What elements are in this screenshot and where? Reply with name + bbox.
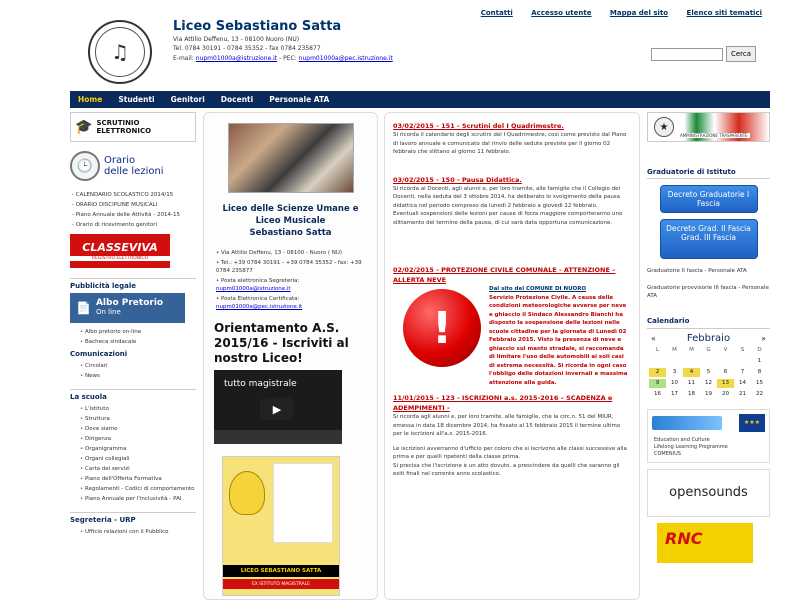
pubblicita-title: Pubblicità legale [70,278,196,290]
link-orario-ricevimento[interactable]: - Orario di ricevimento genitori [72,222,158,228]
document-icon: 📄 [76,301,91,315]
calendar-month: Febbraio [686,332,731,344]
calendar-day[interactable]: 1 [757,357,762,364]
calendar-day[interactable]: 20 [722,390,729,397]
middle-title-line3: Sebastiano Satta [249,228,332,238]
eu-flag-icon: ★★★ [739,414,765,432]
calendar-title: Calendario [647,317,770,329]
albo-label-line2: On line [95,308,121,316]
info-phone: • Tel.: +39 0784 30191 - +39 0784 35352 - fax: +39 0784 235877 [216,259,367,275]
calendar-day[interactable]: 22 [756,390,763,397]
calendar-day-header: S [740,346,745,353]
link-carta-servizi[interactable]: • Carta dei servizi [80,464,196,474]
calendar-header [647,329,770,346]
amministrazione-label: AMMINISTRAZIONE TRASPARENTE [680,133,748,138]
segreteria-title: Segreteria - URP [70,512,196,524]
comune-nuoro-link[interactable]: Dal sito del COMUNE DI NUORO [489,286,587,292]
school-logo[interactable] [88,20,152,84]
orario-label [104,155,164,177]
nav-docenti[interactable]: Docenti [220,95,254,104]
calendar-day[interactable]: 7 [740,368,745,375]
calendar-day [683,357,700,366]
music-note-icon: ♫ [95,27,145,77]
left-links [70,190,196,230]
graduatorie-title: Graduatorie di Istituto [647,168,770,179]
link-dirigenza[interactable]: • Dirigenza [80,434,196,444]
link-dove-siamo[interactable]: • Dove siamo [80,424,196,434]
main-nav [70,91,770,108]
calendar-day[interactable]: 2 [649,368,666,377]
calendar-day-header: G [706,346,711,353]
top-links [465,9,762,17]
classeviva-label: CLASSEVIVA [82,241,158,254]
calendar-next[interactable]: » [761,333,766,343]
link-graduatorie-iii-ata[interactable]: Graduatorie provvisorie III fascia - Personale ATA [647,284,769,299]
top-link-accesso-utente[interactable]: Accesso utente [531,9,592,17]
news-title[interactable]: 11/01/2015 - 123 - ISCRIZIONI a.s. 2015-2016 – SCADENZA e ADEMPIMENTI - [393,394,613,412]
link-urp[interactable]: • Ufficio relazioni con il Pubblico [80,527,196,537]
email-prefix: E-mail: [173,55,194,62]
calendar-day[interactable]: 3 [672,368,677,375]
nav-personale-ata[interactable]: Personale ATA [269,95,330,104]
link-news[interactable]: • News [80,371,196,381]
comunicazioni-title: Comunicazioni [70,350,128,358]
info-pec [216,295,367,311]
calendar-day-header: M [672,346,677,353]
link-piano-annuale[interactable]: - Piano Annuale delle Attività - 2014-15 [72,212,181,218]
info-email-link[interactable]: nupm01000a@istruzione.it [216,286,291,292]
link-struttura[interactable]: • Struttura [80,414,196,424]
orientamento-poster[interactable] [222,456,340,596]
address-line: Via Attilio Deffenu, 13 - 08100 Nuoro (NU) [173,36,300,43]
poster-info-panel [273,463,333,543]
albo-label [96,299,163,317]
info-address: • Via Attilio Deffenu, 13 - 08100 - Nuoro ( NU) [216,249,367,257]
calendar-day[interactable]: 12 [705,379,712,386]
eu-text-1: Education and Culture [654,436,710,443]
middle-title-line2: Liceo Musicale [255,216,326,226]
orario-banner[interactable] [70,146,196,186]
top-link-mappa-sito[interactable]: Mappa del sito [609,9,669,17]
comunicazioni-links [70,361,196,381]
poster-title: LICEO SEBASTIANO SATTA [223,565,339,577]
calendar-day[interactable]: 21 [739,390,746,397]
news-body: Si ricorda agli alunni e, per loro tramite, alle famiglie, che la circ.n. 51 del MIUR, emessa in data 18 dicembre 2014, ha fissato al 15 febbraio 2015 il termine ultimo per le iscrizioni all'a.s. 2015-2016. [393,414,621,437]
info-pec-label: Posta Elettronica Certificata: [221,296,300,302]
decreto-ii-iii-fascia-button[interactable]: Decreto Grad. II Fascia Grad. III Fascia [660,219,758,259]
calendar-day[interactable]: 15 [756,379,763,386]
news-column [384,112,640,600]
scrutinio-label: SCRUTINIO ELETTRONICO [96,119,152,135]
amministrazione-trasparente-banner[interactable] [647,112,770,142]
calendar-day[interactable]: 16 [654,390,661,397]
calendar-day[interactable]: 11 [688,379,695,386]
calendar-day [649,357,666,366]
calendar-day[interactable]: 14 [739,379,746,386]
link-albo-pretorio[interactable]: • Albo pretorio on-line [80,327,196,337]
calendar-day-header: D [757,346,762,353]
news-title[interactable]: 02/02/2015 - PROTEZIONE CIVILE COMUNALE - ATTENZIONE – ALLERTA NEVE [393,266,616,284]
emblem-icon: ★ [654,117,674,137]
link-pai[interactable]: • Piano Annuale per l'inclusività - PAI [80,494,196,504]
news-item [385,121,639,157]
news-item [385,175,639,228]
orientamento-heading[interactable]: Orientamento A.S. 2015/16 - Iscriviti al nostro Liceo! [214,321,349,365]
calendar-day-header: L [655,346,660,353]
calendar-grid [647,346,770,399]
calendar-prev[interactable]: « [651,333,656,343]
link-bacheca-sindacale[interactable]: • Bacheca sindacale [80,337,196,347]
news-item [385,265,639,387]
info-email-label: Posta elettronica Segreteria: [221,278,300,284]
opensounds-banner[interactable]: opensounds [647,469,770,517]
cartoon-character-image [229,471,265,515]
calendar-day [666,357,683,366]
calendar-day[interactable]: 9 [649,379,666,388]
classeviva-banner[interactable] [70,234,170,268]
video-player[interactable] [214,370,342,444]
calendar-day[interactable]: 18 [688,390,695,397]
calendar-day[interactable]: 5 [706,368,711,375]
middle-column [203,112,378,600]
news-body: Servizio Protezione Civile. A causa delle condizioni meteorologiche avverse per neve e ghiaccio il Sindaco Alessandro Bianchi ha disposto la sospensione delle lezioni nelle scuole cittadine per la giornata di Lunedì 02 Febbraio 2015. Visto la presenza di neve e ghiaccio sul manto stradale, si raccomanda di limitare l'uso delle automobili ai soli casi di estrema necessità. Si ricorda in ogni caso l'obbligo delle dotazioni invernali e massima attenzione alla guida. [489,294,628,386]
link-circolari[interactable]: • Circolari [80,361,196,371]
eu-text [654,437,728,458]
albo-banner[interactable] [70,293,185,323]
left-column [70,112,196,537]
link-calendario[interactable]: - CALENDARIO SCOLASTICO 2014/15 [72,192,174,198]
play-icon[interactable]: ▶ [260,398,294,420]
email-link[interactable]: nupm01000a@istruzione.it [195,55,278,62]
video-controls[interactable] [214,430,342,444]
eu-programme-logo [652,416,722,430]
phone-line: Tel. 0784 30191 - 0784 35352 - fax 0784 235877 [173,45,321,52]
info-pec-link[interactable]: nupm01000a@pec.istruzione.it [216,304,303,310]
middle-title-line1: Liceo delle Scienze Umane e [222,204,359,214]
news-body: Si ricorda ai Docenti, agli alunni e, per loro tramite, alle famiglie che il Collegio dei Docenti, nella seduta del 3 ottobre 2014, ha deliberato lo svolgimento della pausa didattica nel periodo compreso da lunedì 2 febbraio a giovedì 12 febbraio. [393,185,621,209]
calendar-day-header: V [723,346,728,353]
school-name[interactable]: Liceo Sebastiano Satta [173,19,342,34]
news-body: Eventuali sospensioni delle lezioni per cause di forza maggiore comporteranno uno slittamento del termine della pausa, di cui sarà data opportuna comunicazione. [393,211,623,226]
albo-links [70,327,196,347]
poster-subtitle: EX ISTITUTO MAGISTRALE [223,579,339,589]
calendar-day[interactable]: 10 [671,379,678,386]
top-link-siti-tematici[interactable]: Elenco siti tematici [686,9,762,17]
right-column [647,112,770,563]
email-line [173,55,393,63]
eu-text-2: Lifelong Learning Programme [654,443,728,450]
news-item [385,393,639,479]
nav-genitori[interactable]: Genitori [170,95,205,104]
middle-info [204,239,377,311]
calendar-day [700,357,717,366]
search-input[interactable] [651,48,723,61]
middle-title [204,203,377,239]
rnc-banner[interactable] [657,523,753,563]
link-graduatorie-ii-ata[interactable]: Graduatorie II fascia - Personale ATA [647,268,747,274]
news-title[interactable]: 03/02/2015 - 151 - Scrutini del I Quadrimestre. [393,122,564,130]
clock-icon: 🕒 [70,151,100,181]
news-title[interactable]: 03/02/2015 - 150 - Pausa Didattica. [393,175,522,184]
calendar-day[interactable]: 19 [705,390,712,397]
top-link-contatti[interactable]: Contatti [480,9,513,17]
calendar-day[interactable]: 13 [717,379,734,388]
orario-label-line2: delle lezioni [104,166,164,177]
video-title: tutto magistrale [224,379,297,389]
scrutinio-banner[interactable] [70,112,196,142]
news-source-link [489,285,631,294]
eu-text-3: COMENIUS [654,450,681,457]
pec-link[interactable]: nupm01000a@pec.istruzione.it [298,55,393,62]
calendar-day[interactable]: 4 [683,368,700,377]
link-pof[interactable]: • Piano dell'Offerta Formativa [80,474,196,484]
link-orario-musicali[interactable]: - ORARIO DISCIPLINE MUSICALI [72,202,158,208]
alert-row [393,285,631,387]
calendar-day[interactable]: 8 [757,368,762,375]
link-organi-collegiali[interactable]: • Organi collegiali [80,454,196,464]
search-button[interactable]: Cerca [726,46,756,62]
calendar-day [734,357,751,366]
graduation-cap-icon: 🎓 [75,119,93,135]
link-istituto[interactable]: • L'istituto [80,404,196,414]
comenius-banner[interactable] [647,409,770,463]
pec-prefix: - PEC: [279,55,297,62]
link-organigramma[interactable]: • Organigramma [80,444,196,454]
school-artwork-image [228,123,354,193]
news-body: Si precisa che l'iscrizione è un atto dovuto, a prescindere da quelli che saranno gli esiti finali nel corrente anno scolastico. [393,462,620,477]
nav-home[interactable]: Home [78,95,103,104]
news-body: Si ricorda il calendario degli scrutini del I Quadrimestre, così come previsto dal Piano di lavoro annuale e comunicato dal rinvio delle sedute previste per il giorno 02 febbraio che slittano al giorno 11 febbraio. [393,132,627,155]
scuola-links [70,404,196,504]
segreteria-links [70,527,196,537]
news-body: Le iscrizioni avverranno d'ufficio per coloro che si iscrivono alle classi successive alla prima e per quelli ripetenti della classe prima. [393,445,627,460]
link-regolamenti[interactable]: • Regolamenti - Codici di comportamento [80,484,196,494]
orario-label-line1: Orario [104,155,136,166]
calendar-day-header: M [689,346,694,353]
exclamation-icon: ! [403,289,481,367]
calendar-day[interactable]: 6 [723,368,728,375]
info-email [216,277,367,293]
scuola-title: La scuola [70,389,196,401]
rnc-label: RNC [665,528,703,548]
albo-label-line1: Albo Pretorio [95,298,164,308]
classeviva-sub: REGISTRO ELETTRONICO [70,256,170,261]
decreto-i-fascia-button[interactable]: Decreto Graduatorie I Fascia [660,185,758,213]
calendar-day[interactable]: 17 [671,390,678,397]
calendar-day [717,357,734,366]
nav-studenti[interactable]: Studenti [118,95,155,104]
